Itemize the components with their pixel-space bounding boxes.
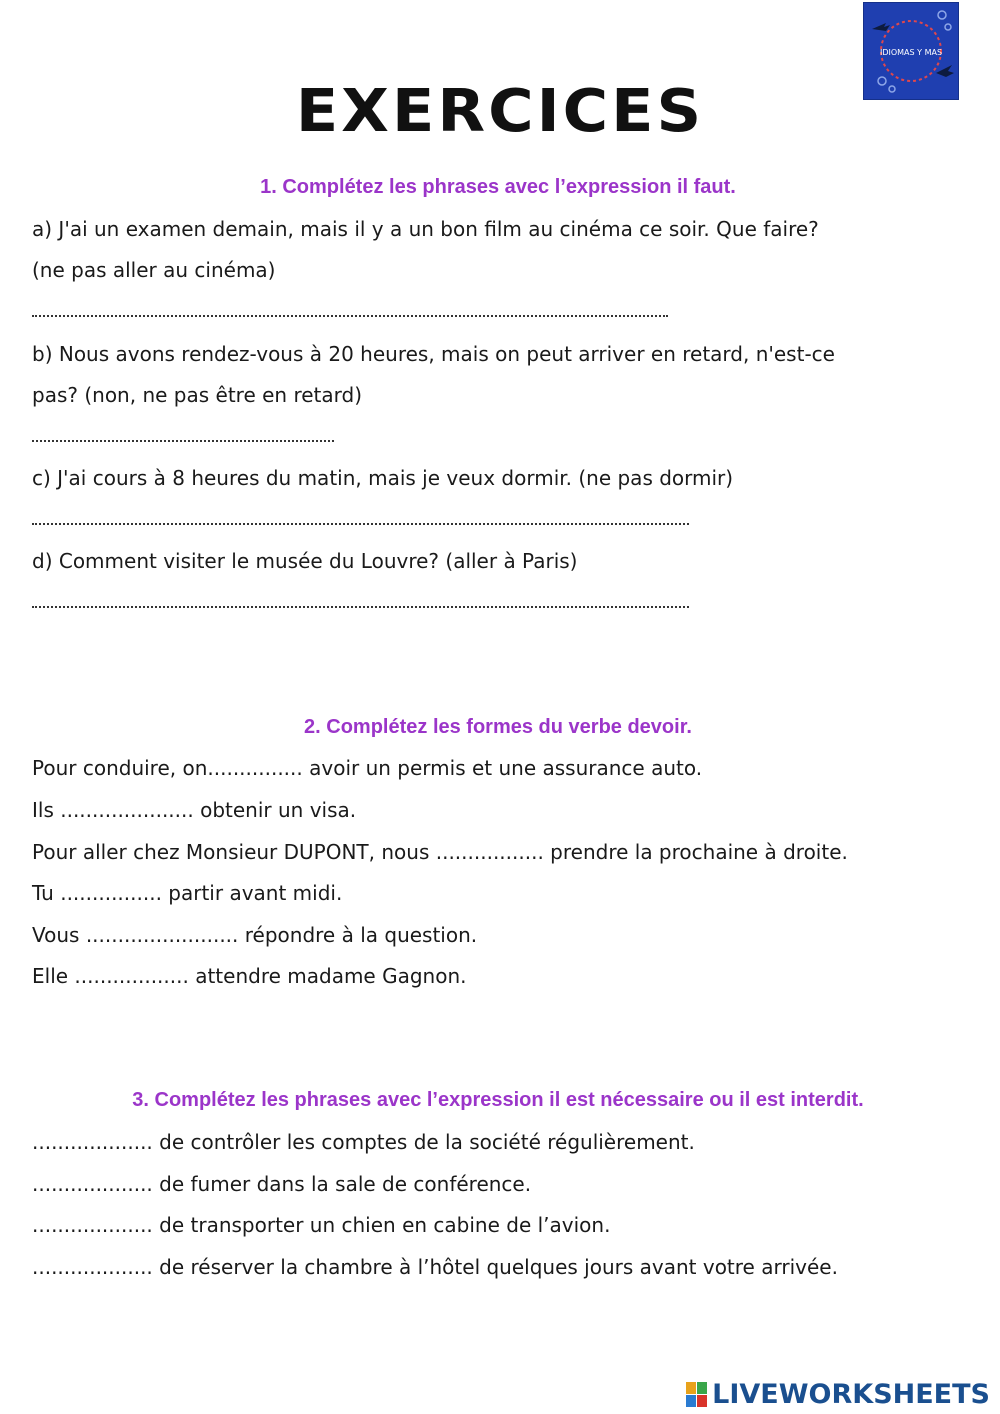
exercise-3-line-3: ................... de transporter un chien en cabine de l’avion. — [32, 1213, 611, 1237]
exercise-2-line-3: Pour aller chez Monsieur DUPONT, nous ................. prendre la prochaine à droite. — [32, 840, 848, 864]
answer-blank-1c[interactable] — [32, 521, 689, 525]
section-2-heading: 2. Complétez les formes du verbe devoir. — [304, 716, 692, 738]
exercise-3-line-2: ................... de fumer dans la sale de conférence. — [32, 1172, 532, 1196]
exercise-2-line-1: Pour conduire, on............... avoir un permis et une assurance auto. — [32, 756, 703, 780]
exercise-3-line-1: ................... de contrôler les comptes de la société régulièrement. — [32, 1130, 695, 1154]
exercise-1a-line-2: (ne pas aller au cinéma) — [32, 258, 276, 282]
exercise-1b-line-2: pas? (non, ne pas être en retard) — [32, 383, 362, 407]
exercise-1b-line-1: b) Nous avons rendez-vous à 20 heures, mais on peut arriver en retard, n'est-ce — [32, 342, 835, 366]
exercise-3-line-4: ................... de réserver la chambre à l’hôtel quelques jours avant votre arrivée. — [32, 1255, 838, 1279]
exercise-1d-line: d) Comment visiter le musée du Louvre? (aller à Paris) — [32, 549, 578, 573]
section-3-heading: 3. Complétez les phrases avec l’expression il est nécessaire ou il est interdit. — [132, 1089, 864, 1111]
logo-text: IDIOMAS Y MAS — [879, 48, 943, 57]
footer-brand-text: LIVEWORKSHEETS — [712, 1379, 990, 1410]
footer-branding — [686, 1380, 990, 1410]
exercise-1c-line: c) J'ai cours à 8 heures du matin, mais je veux dormir. (ne pas dormir) — [32, 466, 734, 490]
answer-blank-1a[interactable] — [32, 313, 668, 317]
exercise-1a-line-1: a) J'ai un examen demain, mais il y a un bon film au cinéma ce soir. Que faire? — [32, 217, 819, 241]
liveworksheets-logo-icon — [686, 1382, 708, 1408]
exercise-2-line-5: Vous ........................ répondre à la question. — [32, 923, 478, 947]
page-title: EXERCICES — [295, 75, 705, 146]
exercise-2-line-4: Tu ................ partir avant midi. — [32, 881, 343, 905]
answer-blank-1d[interactable] — [32, 604, 689, 608]
exercise-2-line-2: Ils ..................... obtenir un visa. — [32, 798, 357, 822]
section-1-heading: 1. Complétez les phrases avec l’expression il faut. — [260, 176, 736, 198]
exercise-2-line-6: Elle .................. attendre madame Gagnon. — [32, 964, 467, 988]
answer-blank-1b[interactable] — [32, 438, 334, 442]
